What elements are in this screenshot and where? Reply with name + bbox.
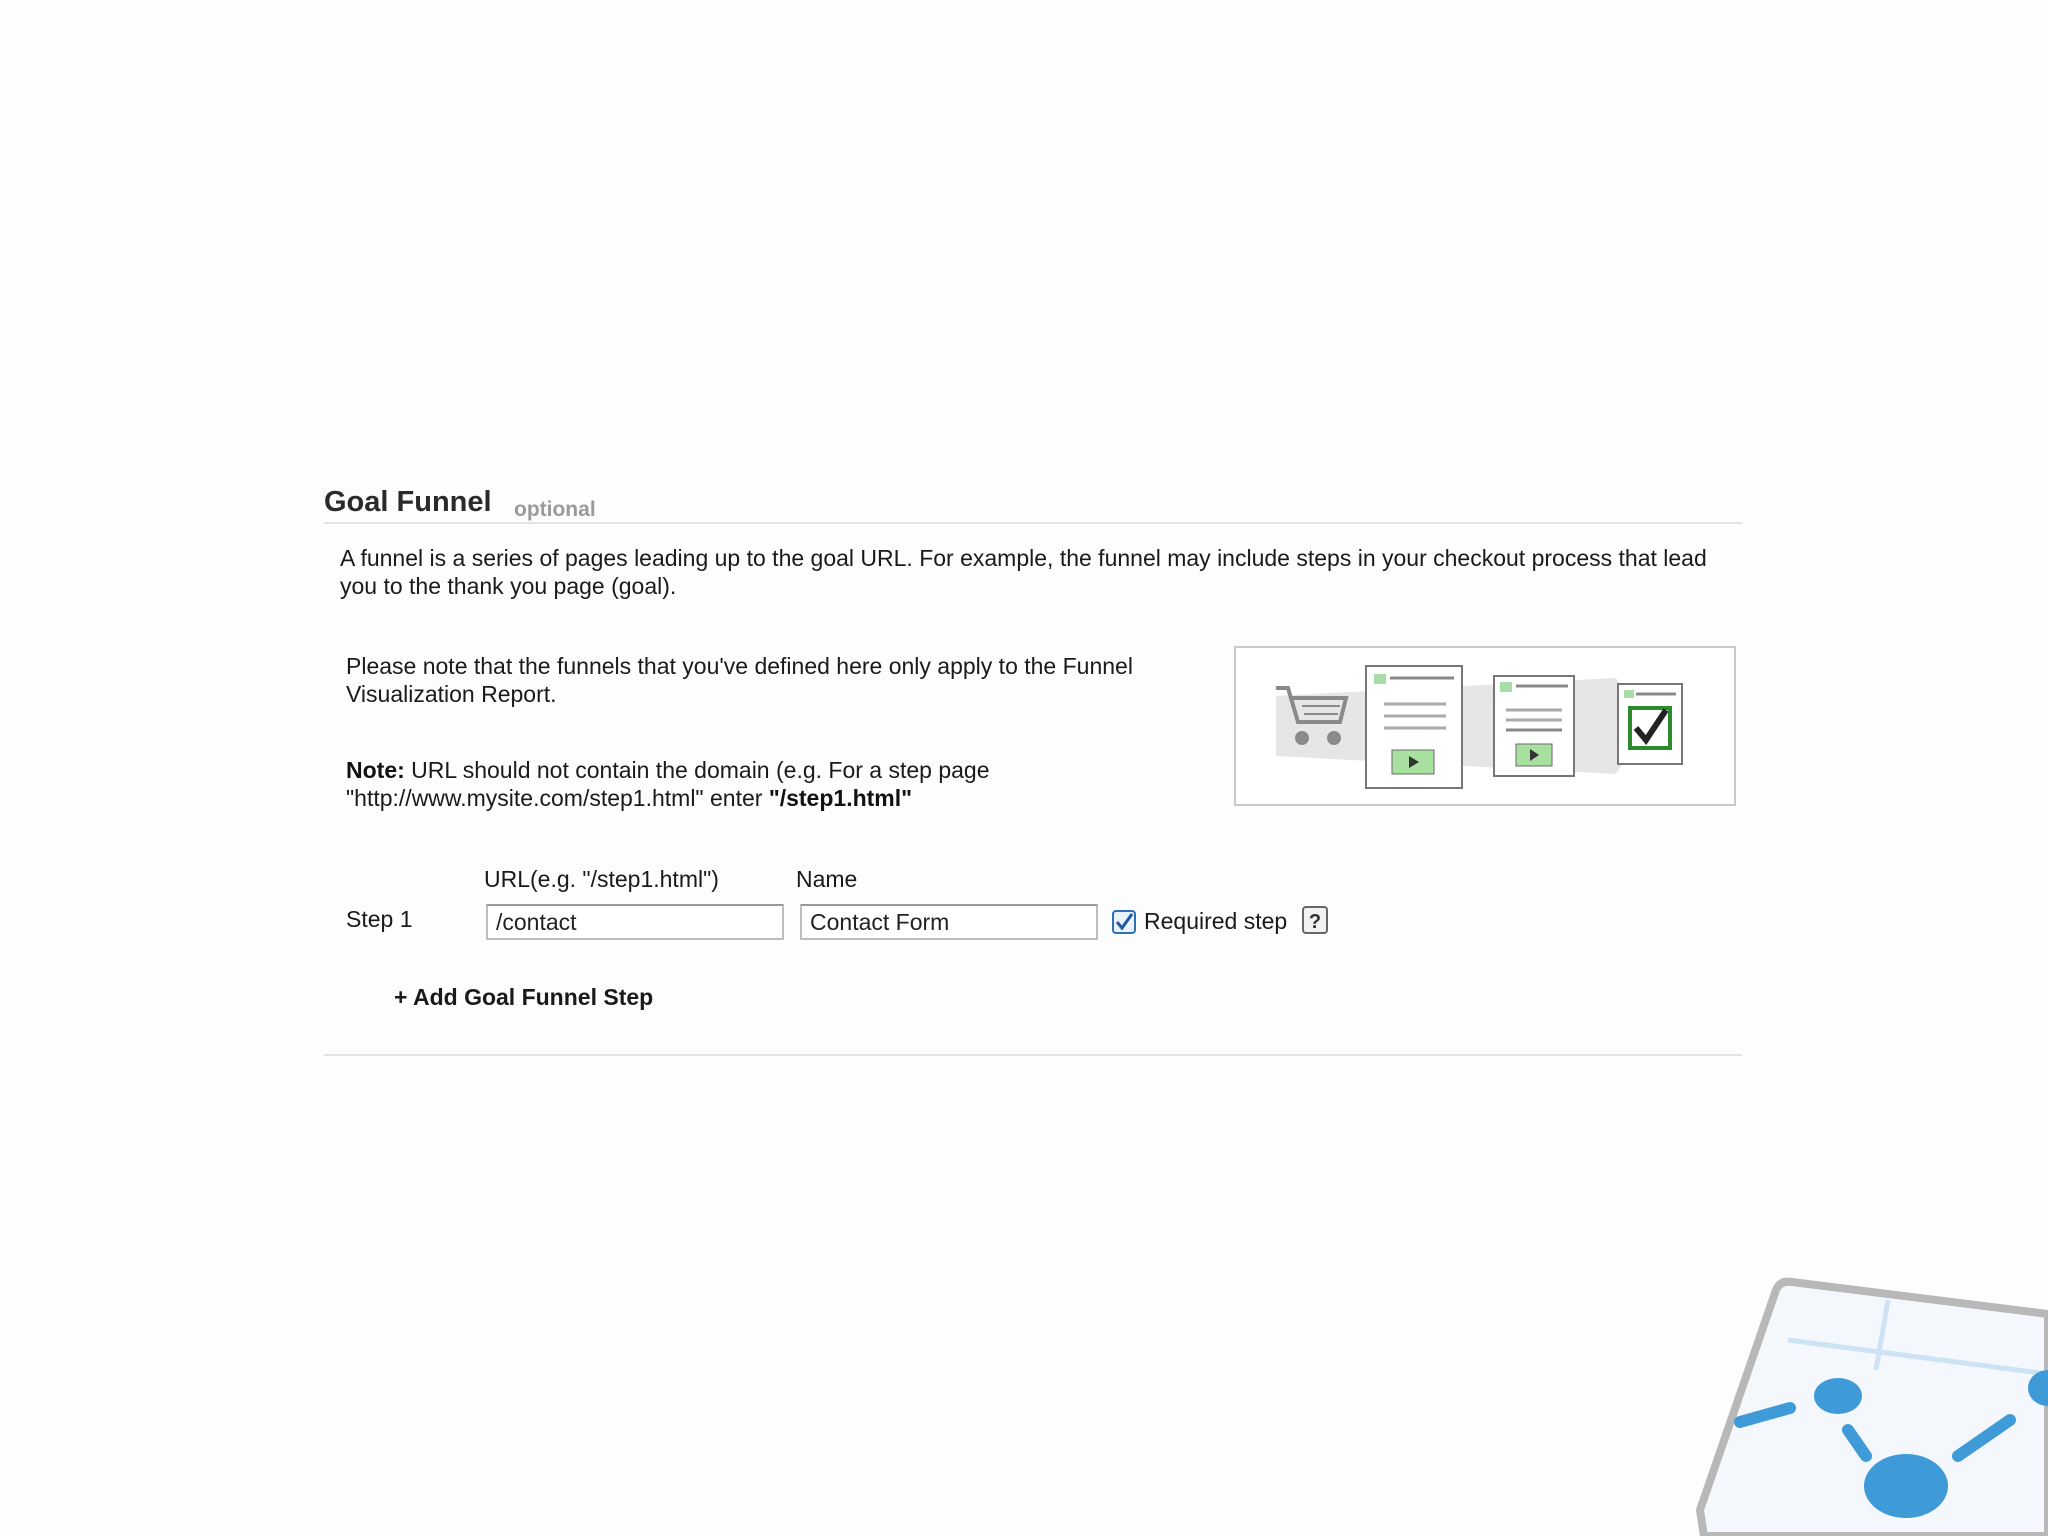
- required-step-checkbox[interactable]: [1112, 910, 1136, 934]
- add-goal-funnel-step-link[interactable]: + Add Goal Funnel Step: [394, 984, 654, 1010]
- svg-text:?: ?: [1308, 911, 1322, 933]
- funnel-diagram: [1236, 648, 1734, 804]
- required-step-label: Required step: [1144, 908, 1288, 934]
- section-title: Goal Funnel: [324, 486, 492, 518]
- step-1-url-input[interactable]: [486, 904, 784, 940]
- page-icon-2: [1494, 676, 1574, 776]
- section-divider: [324, 1054, 1742, 1056]
- funnel-illustration: [1234, 646, 1736, 806]
- step-1-name-input[interactable]: [800, 904, 1098, 940]
- note-text: URL should not contain the domain (e.g. For a step page "http://www.mysite.com/step1.html" enter: [346, 757, 990, 811]
- name-column-label: Name: [796, 866, 858, 892]
- note-example: "/step1.html": [768, 785, 913, 811]
- goal-check-icon: [1618, 684, 1682, 764]
- question-mark-icon[interactable]: [1302, 906, 1328, 934]
- note-label: Note:: [346, 757, 405, 783]
- funnel-description: A funnel is a series of pages leading up to the goal URL. For example, the funnel may include steps in your checkout process that lead you to the thank you page (goal).: [340, 545, 1707, 599]
- note-block: [346, 652, 1226, 860]
- corner-decoration: [1680, 1270, 2048, 1536]
- url-note: [346, 756, 1226, 812]
- optional-label: optional: [514, 498, 596, 521]
- page-icon-1: [1366, 666, 1462, 788]
- goal-funnel-section: [324, 484, 1742, 1010]
- funnel-report-note: Please note that the funnels that you've defined here only apply to the Funnel Visualization Report.: [346, 653, 1133, 707]
- url-column-label: URL(e.g. "/step1.html"): [484, 866, 719, 892]
- section-header: [324, 484, 1742, 524]
- step-1-label: Step 1: [346, 906, 413, 932]
